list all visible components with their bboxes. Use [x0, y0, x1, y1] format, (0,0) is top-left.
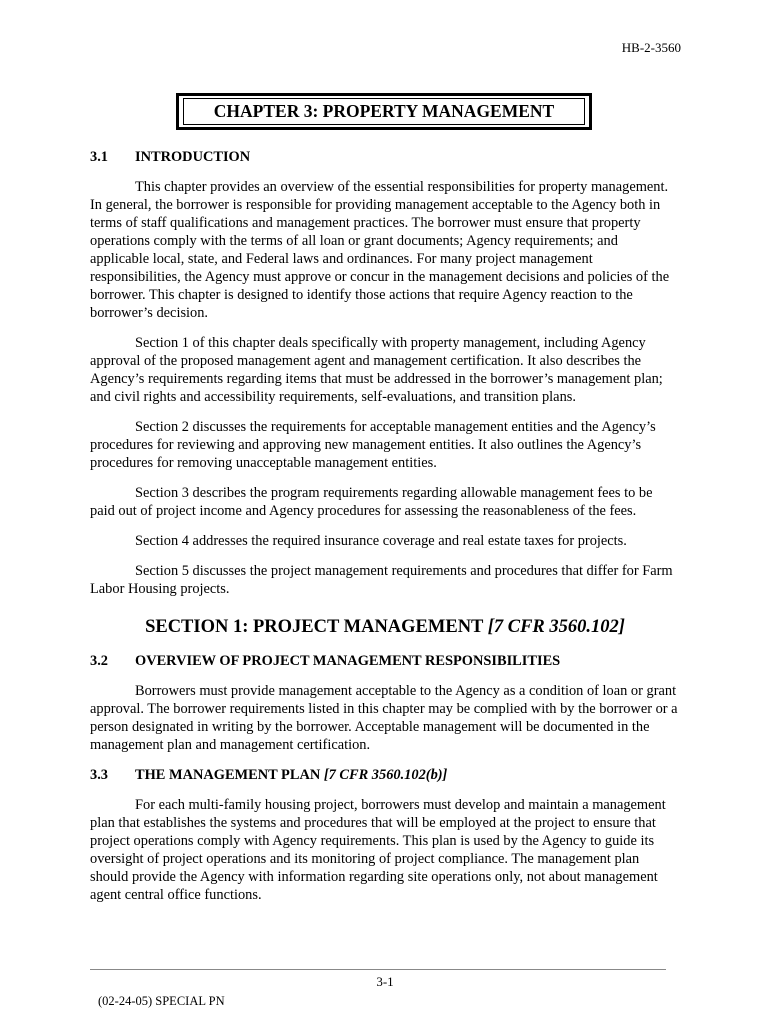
section-number: 3.1: [90, 149, 108, 165]
paragraph: Section 2 discusses the requirements for acceptable management entities and the Agency’s procedures for reviewing and approving new management entities. It also outlines the Agency’s procedures for removing unacceptable management entities.: [90, 419, 656, 471]
section-1-citation: [7 CFR 3560.102]: [487, 617, 625, 637]
section-number: 3.3: [90, 767, 108, 783]
section-title: THE MANAGEMENT PLAN: [135, 767, 324, 783]
chapter-title: CHAPTER 3: PROPERTY MANAGEMENT: [183, 98, 585, 125]
paragraph: Borrowers must provide management acceptable to the Agency as a condition of loan or grant approval. The borrower requirements listed in this chapter may be complied with by the borrower or a person designated in writing by the borrower. Acceptable management will be documented in the management plan and management certification.: [90, 683, 678, 753]
paragraph: Section 3 describes the program requirements regarding allowable management fees to be paid out of project income and Agency procedures for assessing the reasonableness of the fees.: [90, 485, 653, 519]
section-number: 3.2: [90, 653, 108, 669]
paragraph: Section 1 of this chapter deals specifically with property management, including Agency approval of the proposed management agent and management certification. It also describes the Agency’s requirements regarding items that must be addressed in the borrower’s management plan; and civil rights and accessibility requirements, self-evaluations, and transition plans.: [90, 335, 663, 405]
section-title: OVERVIEW OF PROJECT MANAGEMENT RESPONSIBILITIES: [135, 653, 561, 669]
section-3-3-heading: [90, 766, 680, 784]
section-1-heading: [90, 616, 680, 638]
section-3-1-heading: [90, 148, 680, 166]
paragraph: For each multi-family housing project, borrowers must develop and maintain a management plan that establishes the systems and procedures that will be employed at the project to ensure that project operations comply with Agency requirements. This plan is used by the Agency to guide its oversight of project operations and its monitoring of project compliance. The management plan should provide the Agency with information regarding site operations only, not about management agent central office functions.: [90, 797, 666, 903]
section-3-2-heading: [90, 652, 680, 670]
footer-date-note: (02-24-05) SPECIAL PN: [98, 994, 225, 1008]
footer-divider: [90, 969, 666, 970]
document-body: [90, 148, 680, 916]
page-number: 3-1: [376, 974, 394, 989]
paragraph: Section 4 addresses the required insurance coverage and real estate taxes for projects.: [135, 533, 627, 549]
paragraph: Section 5 discusses the project management requirements and procedures that differ for Farm Labor Housing projects.: [90, 563, 673, 597]
chapter-title-box: [176, 93, 592, 130]
section-citation: [7 CFR 3560.102(b)]: [323, 767, 448, 783]
section-title: INTRODUCTION: [135, 149, 251, 165]
document-code: HB-2-3560: [621, 40, 681, 55]
section-1-title: SECTION 1: PROJECT MANAGEMENT: [145, 617, 488, 637]
paragraph: This chapter provides an overview of the essential responsibilities for property management. In general, the borrower is responsible for providing management acceptable to the Agency both in terms of staff qualifications and management practices. The borrower must ensure that property operations comply with the terms of all loan or grant documents; Agency requirements; and applicable local, state, and Federal laws and ordinances. For many project management responsibilities, the Agency must approve or concur in the management decisions and policies of the borrower. This chapter is designed to identify those actions that require Agency reaction to the borrower’s decision.: [90, 179, 670, 321]
